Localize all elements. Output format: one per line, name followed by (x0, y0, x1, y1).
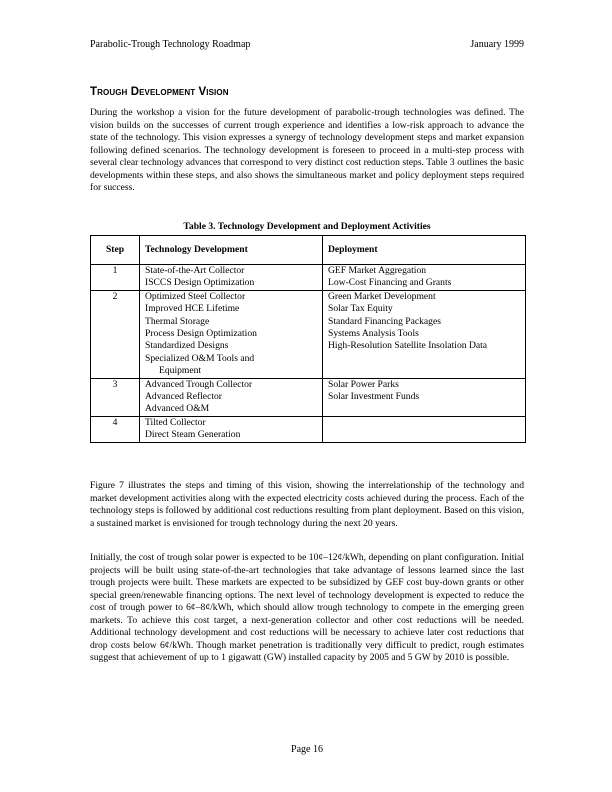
technology-cell (140, 416, 323, 442)
step-cell: 2 (91, 290, 140, 378)
deployment-cell (323, 290, 526, 378)
header-technology: Technology Development (140, 236, 323, 265)
technology-item: Standardized Designs (145, 340, 229, 352)
paragraph-figure-7: Figure 7 illustrates the steps and timing of this vision, showing the interrelationship of the technology and market development activities along with the expected electricity costs achieved during the process. Each of the technology steps is followed by additional cost reductions resulting from plant deployment. Based on this vision, a sustained market is envisioned for trough technology during the next 20 years. (90, 480, 524, 529)
technology-item: State-of-the-Art Collector (145, 265, 245, 276)
header-deployment: Deployment (323, 236, 526, 265)
technology-item: Thermal Storage (145, 315, 210, 327)
section-heading: Trough Development Vision (90, 86, 229, 98)
table-row (91, 378, 526, 416)
deployment-item: GEF Market Aggregation (328, 265, 427, 276)
header-step: Step (91, 236, 140, 265)
technology-item: Process Design Optimization (145, 328, 257, 340)
table-caption: Table 3. Technology Development and Deployment Activities (183, 221, 431, 232)
document-page (90, 0, 524, 792)
technology-item: Equipment (159, 365, 202, 377)
deployment-item: High-Resolution Satellite Insolation Data (328, 340, 488, 352)
deployment-item: Low-Cost Financing and Grants (328, 277, 452, 289)
deployment-cell (323, 265, 526, 291)
technology-cell (140, 290, 323, 378)
technology-item: Optimized Steel Collector (145, 290, 246, 302)
step-cell: 4 (91, 416, 140, 442)
technology-cell (140, 265, 323, 291)
deployment-item: Systems Analysis Tools (328, 328, 419, 340)
technology-item: ISCCS Design Optimization (145, 277, 255, 289)
technology-item: Improved HCE Lifetime (145, 303, 240, 315)
development-table (90, 235, 526, 443)
page-number: Page 16 (291, 744, 323, 755)
technology-item: Direct Steam Generation (145, 429, 241, 441)
deployment-item: Standard Financing Packages (328, 315, 441, 327)
technology-item: Advanced Trough Collector (145, 378, 253, 390)
technology-item: Tilted Collector (145, 416, 206, 428)
paragraph-intro: During the workshop a vision for the future development of parabolic-trough technologies was defined. The vision builds on the successes of current trough experience and identifies a low-risk approach to advance the state of the technology. This vision expresses a synergy of technology development steps and market expansion following defined scenarios. The technology development is foreseen to proceed in a multi-step process with several clear technology advances that correspond to very distinct cost reduction steps. Table 3 outlines the basic developments within these steps, and also shows the simultaneous market and policy deployment steps required for success. (90, 107, 524, 193)
header-title: Parabolic-Trough Technology Roadmap (90, 39, 251, 50)
table-row (91, 265, 526, 291)
table-row (91, 416, 526, 442)
technology-cell (140, 378, 323, 416)
header-date: January 1999 (470, 39, 524, 50)
step-cell: 3 (91, 378, 140, 416)
step-cell: 1 (91, 265, 140, 291)
technology-item: Advanced O&M (145, 403, 210, 415)
deployment-item: Green Market Development (328, 290, 436, 302)
paragraph-cost-outlook: Initially, the cost of trough solar power is expected to be 10¢–12¢/kWh, depending on plant configuration. Initial projects will be built using state-of-the-art technologies that take advantage of lessons learned since the last trough projects were built. These markets are expected to be subsidized by GEF cost buy-down grants or other special green/renewable financing options. The next level of technology development is expected to reduce the cost of trough power to 6¢–8¢/kWh, which should allow trough technology to compete in the emerging green markets. To achieve this cost target, a next-generation collector and other cost reductions will be needed. Additional technology development and cost reductions will be necessary to achieve later cost reductions that drop costs below 6¢/kWh. Though market penetration is traditionally very difficult to predict, rough estimates suggest that achievement of up to 1 gigawatt (GW) installed capacity by 2005 and 5 GW by 2010 is possible. (90, 552, 524, 663)
table-header-row (91, 236, 526, 265)
deployment-item: Solar Tax Equity (328, 303, 393, 315)
deployment-cell (323, 378, 526, 416)
deployment-item: Solar Investment Funds (328, 391, 420, 403)
table-row (91, 290, 526, 378)
deployment-item: Solar Power Parks (328, 378, 399, 390)
deployment-cell (323, 416, 526, 442)
technology-item: Advanced Reflector (145, 391, 222, 403)
technology-item: Specialized O&M Tools and (145, 352, 255, 364)
